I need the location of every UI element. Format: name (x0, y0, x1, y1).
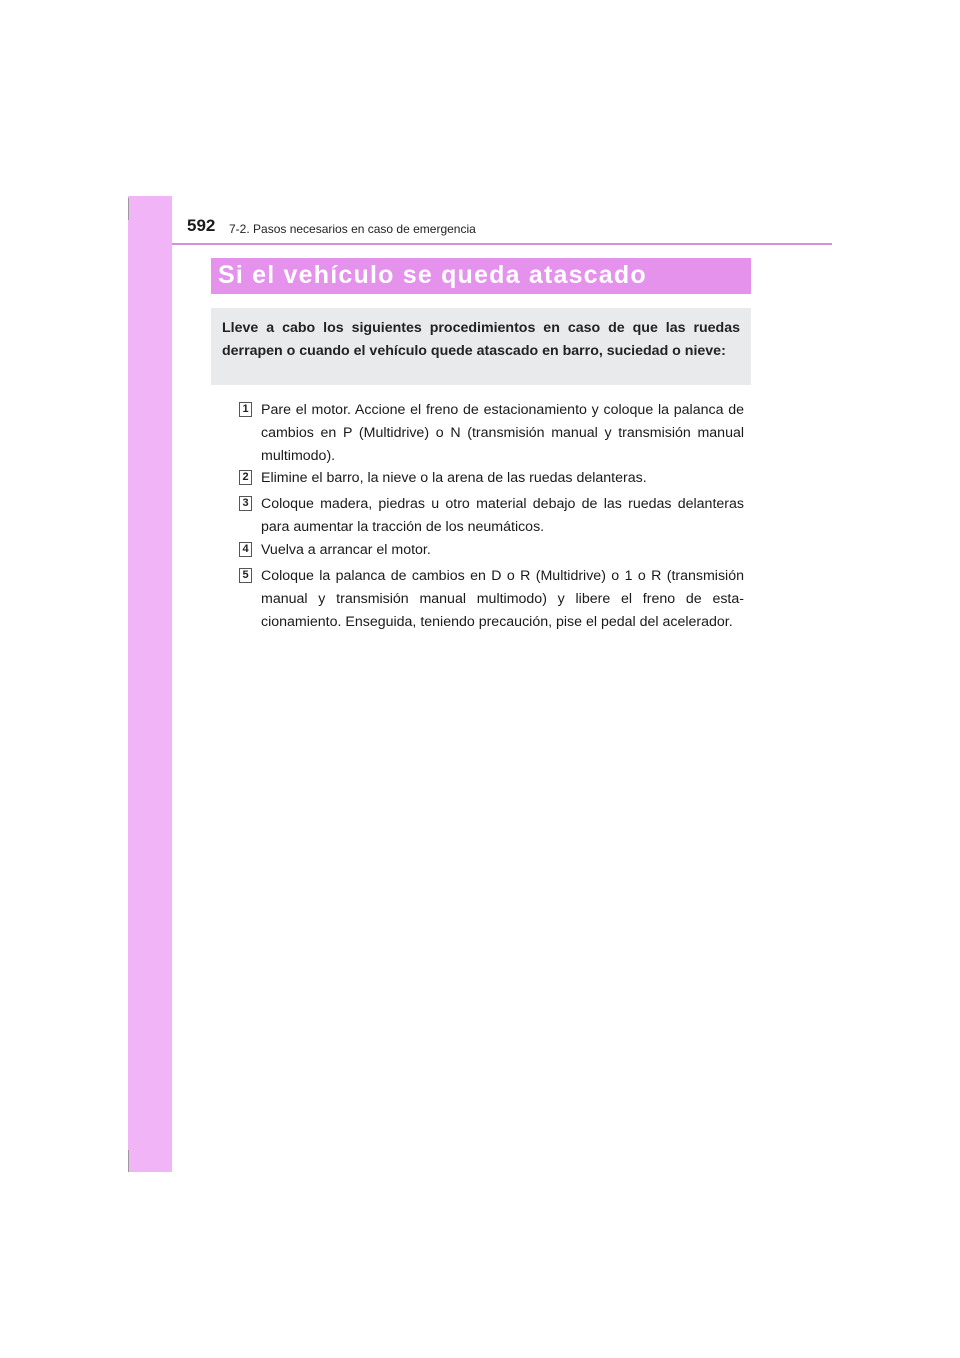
crop-mark (128, 198, 129, 220)
step-5 (239, 565, 744, 634)
step-2 (239, 467, 744, 490)
intro-text: Lleve a cabo los siguientes procedimientos en caso de que las ruedas derrapen o cuando el vehículo quede atascado en barro, suciedad o nieve: (222, 320, 740, 359)
page-number: 592 (187, 216, 216, 235)
step-1 (239, 399, 744, 468)
title-band (211, 258, 751, 294)
step-number-badge: 1 (239, 402, 252, 417)
step-number-badge: 2 (239, 470, 252, 485)
step-number-badge: 3 (239, 496, 252, 511)
intro-box (211, 308, 751, 385)
step-3 (239, 493, 744, 539)
step-text: Elimine el barro, la nieve o la arena de las ruedas delanteras. (261, 470, 647, 486)
step-number-badge: 4 (239, 542, 252, 557)
section-label: 7-2. Pasos necesarios en caso de emergencia (229, 222, 476, 236)
step-text: Coloque la palanca de cambios en D o R (Multidrive) o 1 o R (transmisión manual y transmisión manual multimodo) y libere el freno de estacionamiento. Enseguida, teniendo precaución, pise el pedal del acelerador. (261, 568, 744, 630)
step-text: Coloque madera, piedras u otro material debajo de las ruedas delanteras para aumentar la tracción de los neumáticos. (261, 496, 744, 535)
chapter-sidebar-tab (128, 196, 172, 1172)
step-text: Vuelva a arrancar el motor. (261, 542, 431, 558)
step-text: Pare el motor. Accione el freno de estacionamiento y coloque la palanca de cambios en P (Multidrive) o N (transmisión manual y transmisión manual multimodo). (261, 402, 744, 464)
step-4 (239, 539, 744, 562)
crop-mark (128, 1150, 129, 1172)
page-title: Si el vehículo se queda atascado (218, 261, 647, 289)
step-number-badge: 5 (239, 568, 252, 583)
header-rule (172, 243, 832, 245)
